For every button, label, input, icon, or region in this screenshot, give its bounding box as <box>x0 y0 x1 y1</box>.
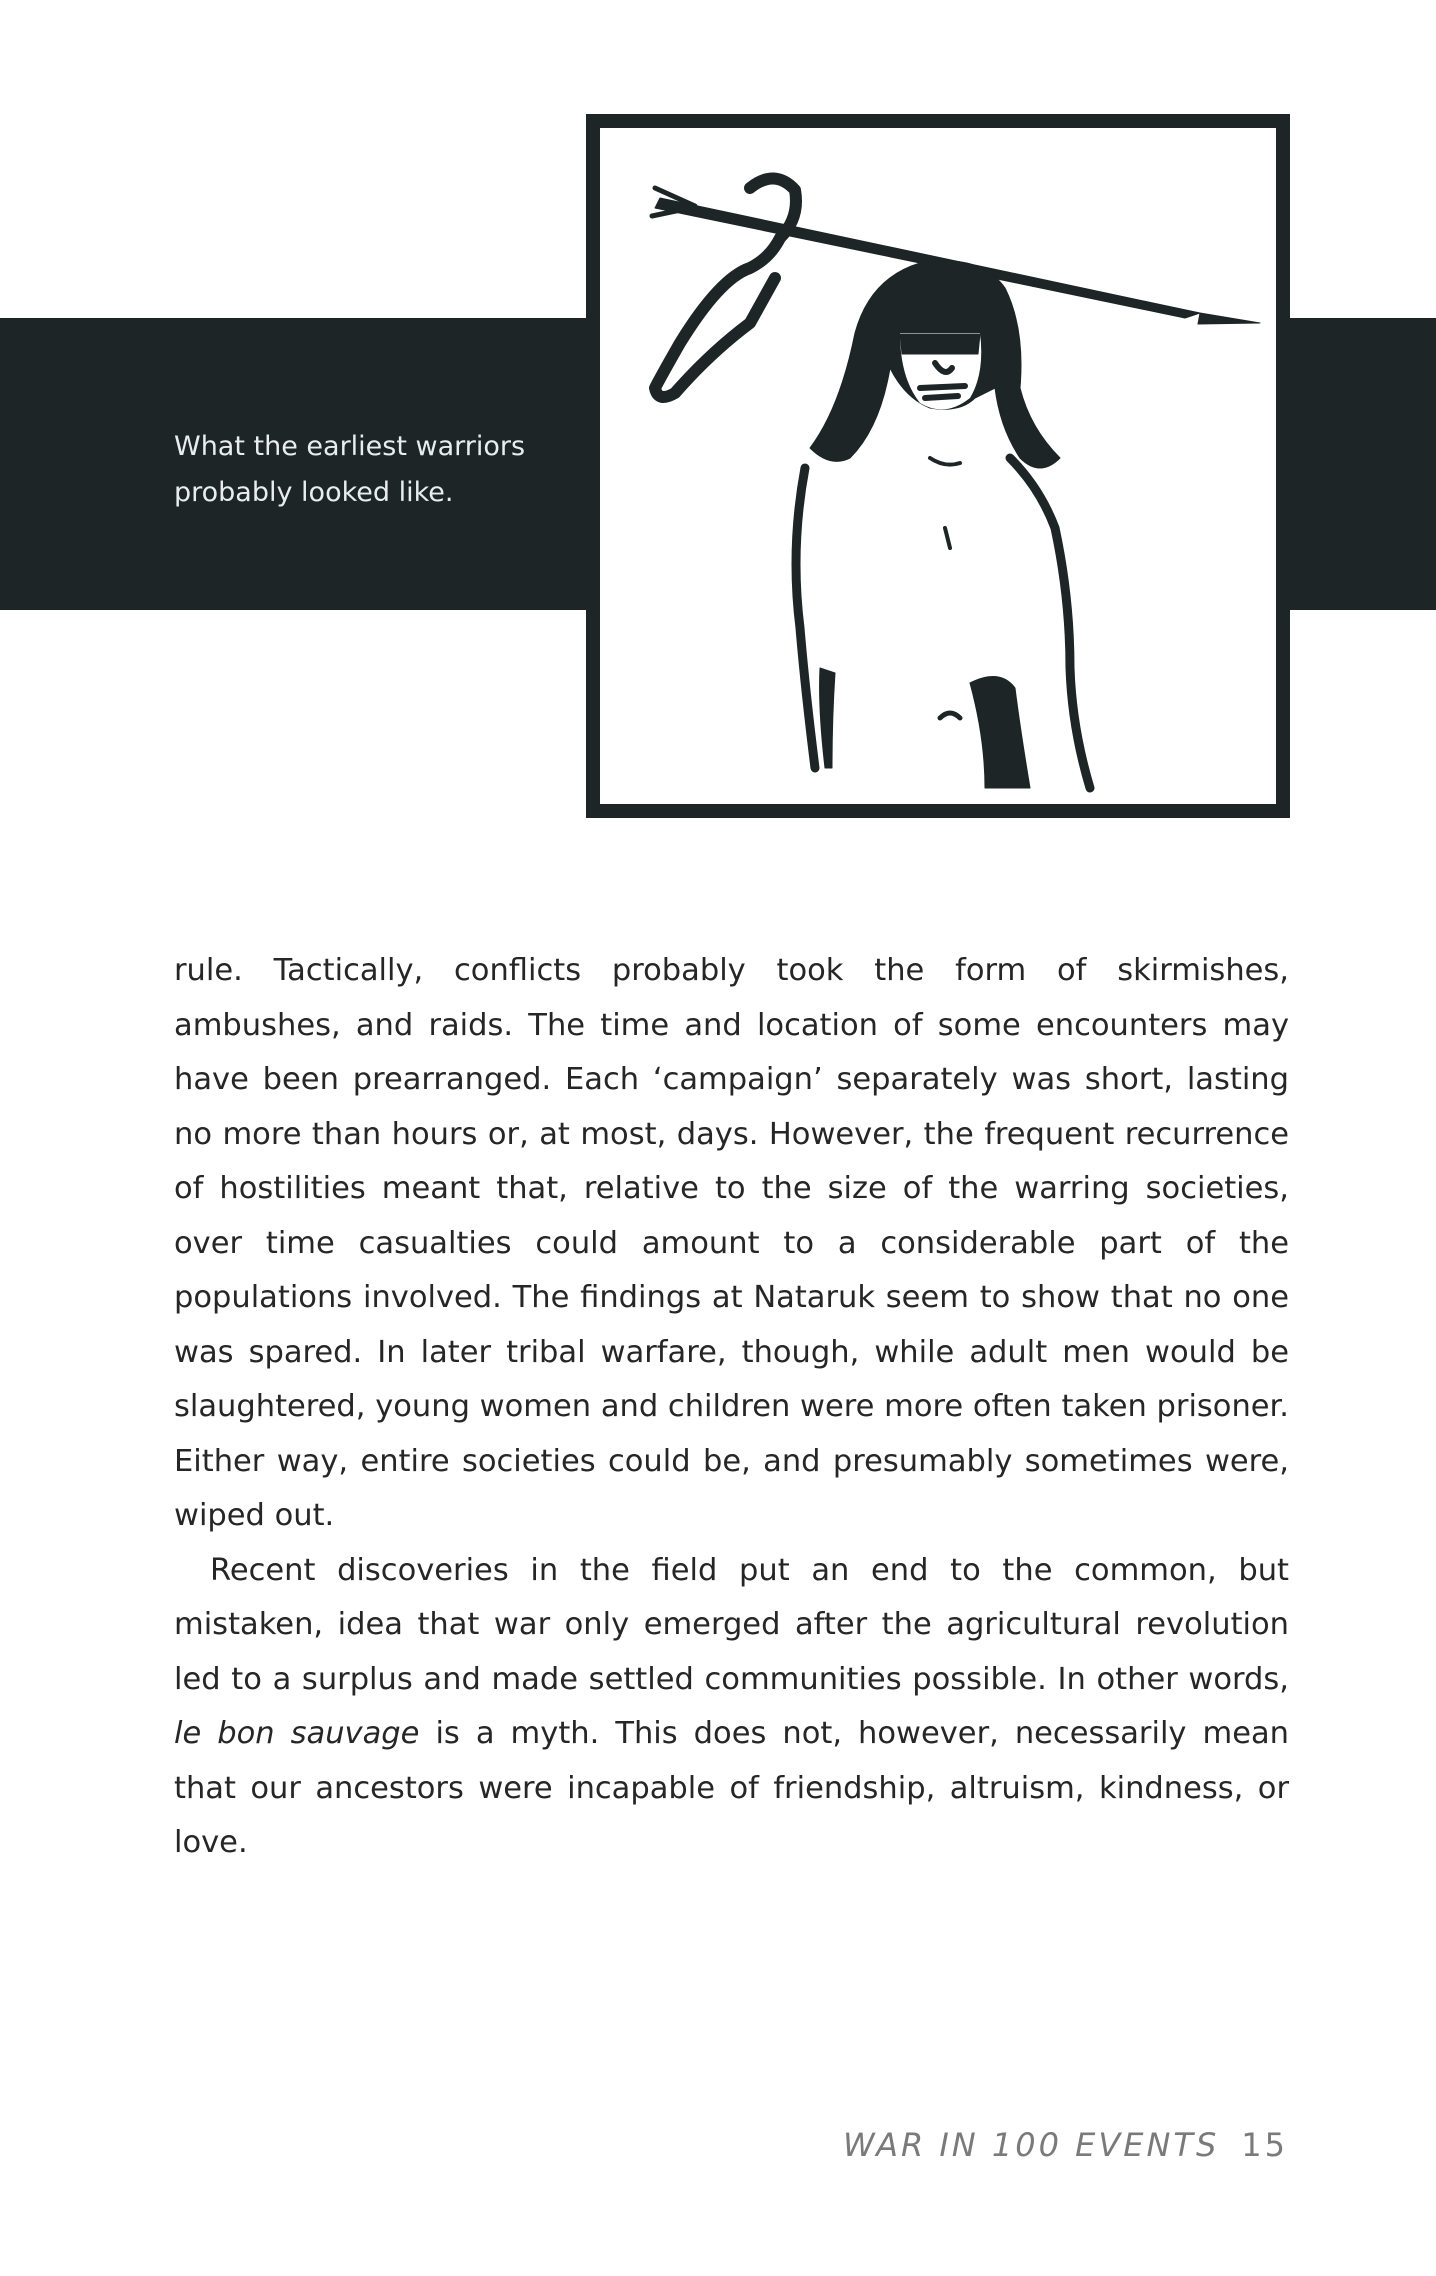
paragraph-2-part-2: is a myth. This does not, however, necessarily mean that our ancestors were incapable of friendship, altruism, kindness, or love. <box>174 1716 1289 1860</box>
spear-tip <box>1198 313 1260 324</box>
body-text <box>174 944 1289 1871</box>
body-shadow <box>970 677 1030 788</box>
italic-phrase: le bon sauvage <box>174 1716 420 1751</box>
paragraph-1: rule. Tactically, conflicts probably took the form of skirmishes, ambushes, and raids. The time and location of some encounters may have been prearranged. Each ‘campaign’ separately was short, lasting no more than hours or, at most, days. However, the frequent recurrence of hostilities meant that, relative to the size of the warring societies, over time casualties could amount to a considerable part of the populations involved. The findings at Nataruk seem to show that no one was spared. In later tribal warfare, though, while adult men would be slaughtered, young women and children were more often taken prisoner. Either way, entire societies could be, and presumably sometimes were, wiped out. <box>174 953 1289 1533</box>
torso-left <box>796 468 815 768</box>
figure-caption: What the earliest warriors probably looked like. <box>174 431 526 508</box>
page-number: 15 <box>1241 2126 1288 2164</box>
arm-shadow <box>820 668 835 768</box>
book-title: WAR IN 100 EVENTS <box>843 2126 1220 2164</box>
paragraph-2 <box>174 1544 1289 1871</box>
paragraph-2-part-1: Recent discoveries in the field put an end to the common, but mistaken, idea that war only emerged after the agricultural revolution led to a surplus and made settled communities possible. In other words, <box>174 1552 1289 1697</box>
eyes-shadow <box>900 334 980 354</box>
illustration-frame <box>586 114 1290 818</box>
warrior-illustration <box>600 128 1276 804</box>
running-footer <box>843 2126 1288 2164</box>
